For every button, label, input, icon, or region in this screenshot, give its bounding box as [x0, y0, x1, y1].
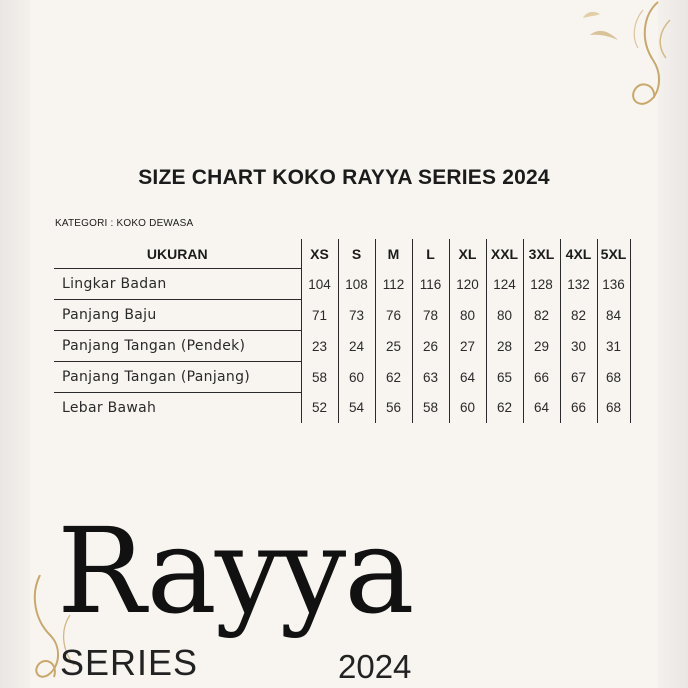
table-cell: 62: [375, 362, 412, 393]
table-cell: 58: [301, 362, 338, 393]
column-header-ukuran: UKURAN: [54, 239, 301, 269]
table-cell: 63: [412, 362, 449, 393]
table-cell: 66: [560, 393, 597, 424]
table-cell: 82: [560, 300, 597, 331]
column-header-size: XS: [301, 239, 338, 269]
table-cell: 62: [486, 393, 523, 424]
column-header-size: 4XL: [560, 239, 597, 269]
table-cell: 128: [523, 269, 560, 300]
table-row: [54, 300, 630, 331]
table-cell: 73: [338, 300, 375, 331]
table-cell: 58: [412, 393, 449, 424]
column-header-size: L: [412, 239, 449, 269]
column-header-size: S: [338, 239, 375, 269]
left-edge-shade: [0, 0, 30, 688]
table-row: [54, 362, 630, 393]
row-label: Panjang Tangan (Pendek): [54, 331, 301, 362]
table-cell: 64: [449, 362, 486, 393]
brand-year-label: 2024: [338, 648, 412, 685]
table-cell: 60: [338, 362, 375, 393]
page-title: SIZE CHART KOKO RAYYA SERIES 2024: [138, 166, 550, 189]
table-cell: 68: [597, 393, 630, 424]
table-cell: 28: [486, 331, 523, 362]
table-cell: 108: [338, 269, 375, 300]
table-row: [54, 393, 630, 424]
table-cell: 54: [338, 393, 375, 424]
row-label: Panjang Baju: [54, 300, 301, 331]
table-cell: 82: [523, 300, 560, 331]
table-row: [54, 269, 630, 300]
table-cell: 76: [375, 300, 412, 331]
table-cell: 120: [449, 269, 486, 300]
size-table: [54, 239, 631, 423]
column-header-size: 5XL: [597, 239, 630, 269]
table-cell: 25: [375, 331, 412, 362]
table-cell: 124: [486, 269, 523, 300]
table-cell: 31: [597, 331, 630, 362]
table-cell: 104: [301, 269, 338, 300]
table-cell: 65: [486, 362, 523, 393]
column-header-size: XXL: [486, 239, 523, 269]
column-header-size: 3XL: [523, 239, 560, 269]
table-cell: 30: [560, 331, 597, 362]
table-cell: 66: [523, 362, 560, 393]
table-cell: 24: [338, 331, 375, 362]
table-cell: 84: [597, 300, 630, 331]
table-cell: 52: [301, 393, 338, 424]
table-cell: 112: [375, 269, 412, 300]
category-label: KATEGORI : KOKO DEWASA: [55, 218, 194, 229]
brand-series-label: SERIES: [60, 642, 199, 683]
column-header-size: M: [375, 239, 412, 269]
table-cell: 67: [560, 362, 597, 393]
table-cell: 71: [301, 300, 338, 331]
table-cell: 56: [375, 393, 412, 424]
table-cell: 136: [597, 269, 630, 300]
table-cell: 80: [449, 300, 486, 331]
table-row: [54, 331, 630, 362]
table-cell: 132: [560, 269, 597, 300]
table-cell: 80: [486, 300, 523, 331]
column-header-size: XL: [449, 239, 486, 269]
size-header-row: [54, 239, 630, 269]
table-cell: 27: [449, 331, 486, 362]
row-label: Lingkar Badan: [54, 269, 301, 300]
row-label: Lebar Bawah: [62, 400, 157, 416]
table-cell: 29: [523, 331, 560, 362]
table-cell: 60: [449, 393, 486, 424]
gold-flourish-icon: [548, 0, 678, 110]
table-cell: 64: [523, 393, 560, 424]
table-cell: 23: [301, 331, 338, 362]
brand-wordmark: Rayya: [57, 502, 413, 640]
table-cell: 78: [412, 300, 449, 331]
table-cell: 26: [412, 331, 449, 362]
row-label: Panjang Tangan (Panjang): [54, 362, 301, 393]
table-cell: 68: [597, 362, 630, 393]
table-cell: 116: [412, 269, 449, 300]
